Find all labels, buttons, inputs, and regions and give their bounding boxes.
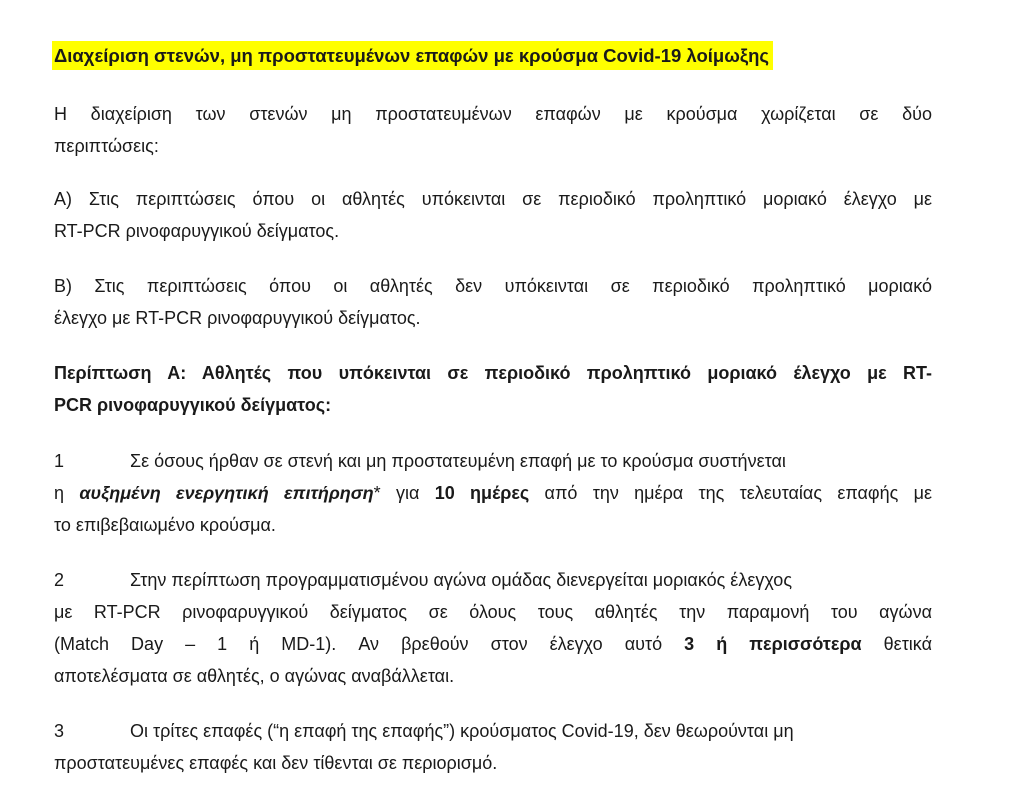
emphasized-days-text: 10 ημέρες xyxy=(434,483,530,503)
list-item-1-line-1 xyxy=(54,445,932,477)
emphasized-count-text: 3 ή περισσότερα xyxy=(684,634,862,654)
case-b-line-1: Β) Στις περιπτώσεις όπου οι αθλητές δεν υπόκεινται σε περιοδικό προληπτικό μοριακό xyxy=(54,276,932,296)
case-a-paragraph xyxy=(54,183,932,247)
intro-paragraph xyxy=(54,98,932,162)
list-item-2-line-3 xyxy=(54,628,932,660)
list-item-1-line-2 xyxy=(54,477,932,509)
list-item-3-line-2: προστατευμένες επαφές και δεν τίθενται σε περιορισμό. xyxy=(54,753,498,773)
document-title xyxy=(52,41,773,71)
list-item-1-text-1: Σε όσους ήρθαν σε στενή και μη προστατευμένη επαφή με το κρούσμα συστήνεται xyxy=(130,451,786,471)
list-item-2-text-3b: θετικά xyxy=(861,634,932,654)
list-item-2-line-1 xyxy=(54,564,932,596)
list-item-2-text-3a: (Match Day – 1 ή MD-1). Αν βρεθούν στον έλεγχο αυτό xyxy=(54,634,685,654)
case-a-line-1: Α) Στις περιπτώσεις όπου οι αθλητές υπόκεινται σε περιοδικό προληπτικό μοριακό έλεγχο με xyxy=(54,189,932,209)
list-item-3-text-1: Οι τρίτες επαφές (“η επαφή της επαφής”) κρούσματος Covid-19, δεν θεωρούνται μη xyxy=(130,721,794,741)
highlighted-title-text: Διαχείριση στενών, μη προστατευμένων επαφών με κρούσμα Covid-19 λοίμωξης xyxy=(52,41,773,70)
section-a-heading xyxy=(54,357,932,421)
list-item-1-text-2b: * για xyxy=(373,483,435,503)
emphasized-surveillance-text: αυξημένη ενεργητική επιτήρηση xyxy=(79,483,374,503)
list-item-2 xyxy=(54,564,932,692)
list-item-1-text-2a: η xyxy=(54,483,80,503)
list-item-number: 1 xyxy=(54,451,65,471)
list-item-number: 3 xyxy=(54,721,65,741)
intro-line-2: περιπτώσεις: xyxy=(54,136,159,156)
case-a-line-2: RT-PCR ρινοφαρυγγικού δείγματος. xyxy=(54,221,340,241)
section-a-heading-line-2: PCR ρινοφαρυγγικού δείγματος: xyxy=(54,395,332,415)
list-item-number: 2 xyxy=(54,570,65,590)
intro-line-1: Η διαχείριση των στενών μη προστατευμένων επαφών με κρούσμα χωρίζεται σε δύο xyxy=(54,104,932,124)
case-b-line-2: έλεγχο με RT-PCR ρινοφαρυγγικού δείγματος. xyxy=(54,308,421,328)
list-item-1 xyxy=(54,445,932,541)
case-b-paragraph xyxy=(54,270,932,334)
list-item-1-line-3: το επιβεβαιωμένο κρούσμα. xyxy=(54,515,276,535)
list-item-3 xyxy=(54,715,932,779)
list-item-1-text-2c: από την ημέρα της τελευταίας επαφής με xyxy=(529,483,932,503)
list-item-2-line-4: αποτελέσματα σε αθλητές, ο αγώνας αναβάλλεται. xyxy=(54,666,455,686)
section-a-heading-line-1: Περίπτωση Α: Αθλητές που υπόκεινται σε περιοδικό προληπτικό μοριακό έλεγχο με RT- xyxy=(54,363,932,383)
list-item-3-line-1 xyxy=(54,715,932,747)
list-item-2-text-1: Στην περίπτωση προγραμματισμένου αγώνα ομάδας διενεργείται μοριακός έλεγχος xyxy=(130,570,792,590)
list-item-2-line-2: με RT-PCR ρινοφαρυγγικού δείγματος σε όλους τους αθλητές την παραμονή του αγώνα xyxy=(54,602,932,622)
